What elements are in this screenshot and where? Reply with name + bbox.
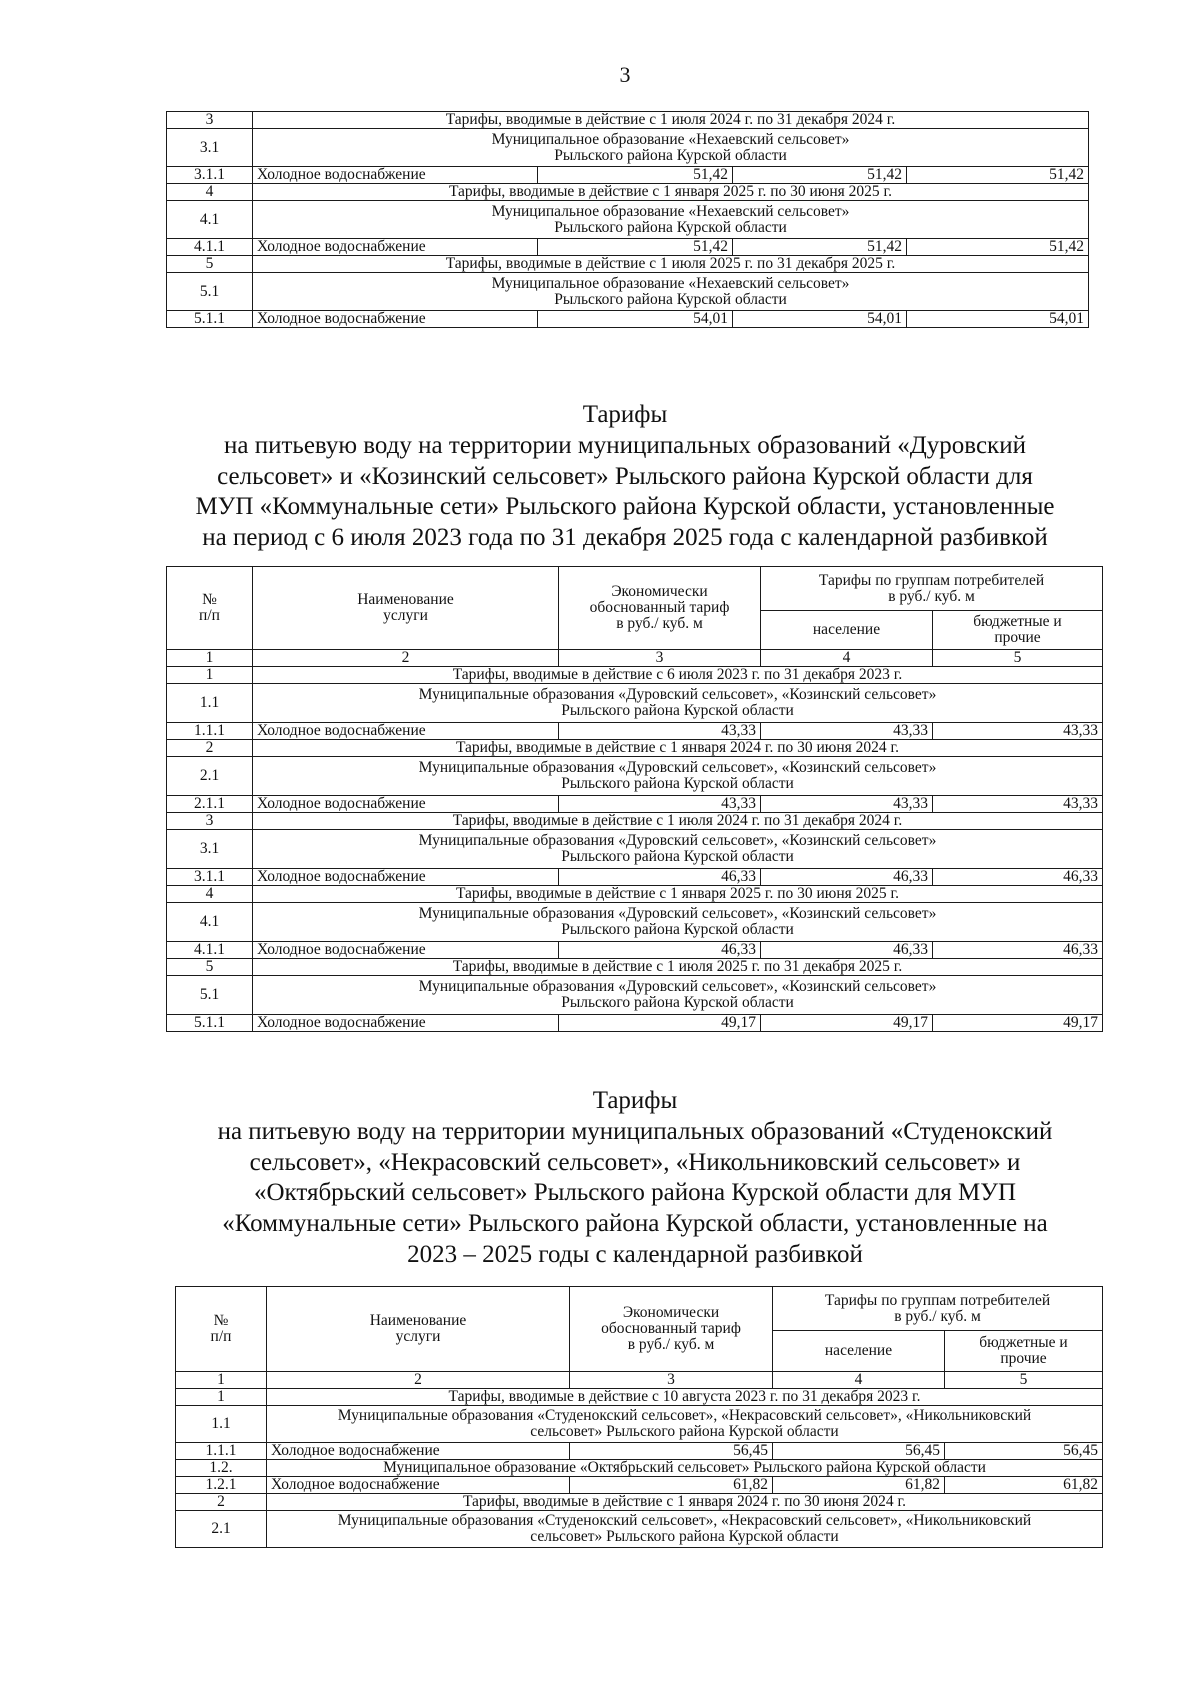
municipality-line: Рыльского района Курской области <box>554 290 787 308</box>
service-name: Холодное водоснабжение <box>267 1477 570 1494</box>
tariff-economic: 51,42 <box>538 239 733 256</box>
service-name: Холодное водоснабжение <box>253 869 559 886</box>
header-consumer-groups-text: Тарифы по группам потребителей в руб./ куб. м <box>824 1291 1051 1325</box>
table-row <box>167 740 1103 757</box>
row-number: 5.1 <box>167 273 253 311</box>
municipality-line: Муниципальные образования «Дуровский сельсовет», «Козинский сельсовет» <box>418 832 937 850</box>
municipality-cell <box>253 976 1103 1015</box>
header-population <box>773 1331 945 1372</box>
tariff-population: 43,33 <box>761 796 933 813</box>
table-row <box>167 311 1089 328</box>
municipality-line: Муниципальное образование «Нехаевский сельсовет» <box>491 202 850 220</box>
header-index: 2 <box>253 650 559 667</box>
row-number: 1.2. <box>176 1460 267 1477</box>
municipality-cell <box>253 903 1103 942</box>
table-row <box>167 942 1103 959</box>
header-consumer-groups <box>773 1287 1103 1331</box>
table-row <box>167 239 1089 256</box>
period-heading: Тарифы, вводимые в действие с 1 июля 2024 г. по 31 декабря 2024 г. <box>253 112 1089 129</box>
header-economic-tariff <box>559 567 761 650</box>
table-row <box>167 667 1103 684</box>
table-row <box>167 201 1089 239</box>
period-heading: Тарифы, вводимые в действие с 6 июля 2023 г. по 31 декабря 2023 г. <box>253 667 1103 684</box>
row-number: 4.1 <box>167 903 253 942</box>
tariff-economic: 43,33 <box>559 723 761 740</box>
tariff-economic: 49,17 <box>559 1015 761 1032</box>
table-row <box>167 757 1103 796</box>
tariff-population: 49,17 <box>761 1015 933 1032</box>
heading-line: МУП «Коммунальные сети» Рыльского района Курской области, установленные <box>195 493 1055 521</box>
header-population-text: население <box>824 1342 893 1360</box>
header-budget-other <box>933 611 1103 650</box>
tariff-budget: 46,33 <box>933 942 1103 959</box>
header-num-text: № п/п <box>210 1312 232 1345</box>
header-budget-other-text: бюджетные и прочие <box>973 613 1062 646</box>
header-service-name-text: Наименование услуги <box>369 1312 467 1345</box>
tariff-budget: 49,17 <box>933 1015 1103 1032</box>
heading-title: Тарифы <box>582 401 668 428</box>
period-heading: Тарифы, вводимые в действие с 1 июля 2025 г. по 31 декабря 2025 г. <box>253 959 1103 976</box>
tariff-budget: 51,42 <box>907 239 1089 256</box>
tariff-table-studenoksky-oktyabrsky <box>175 1286 1103 1548</box>
table-row <box>167 167 1089 184</box>
header-index: 4 <box>773 1372 945 1389</box>
table-row <box>167 813 1103 830</box>
table-row <box>167 830 1103 869</box>
header-num <box>167 567 253 650</box>
table-row <box>176 1460 1103 1477</box>
municipality-line: сельсовет» Рыльского района Курской области <box>530 1528 839 1545</box>
municipality-line: Рыльского района Курской области <box>554 218 787 236</box>
tariff-economic: 54,01 <box>538 311 733 328</box>
row-number: 3.1 <box>167 830 253 869</box>
municipality-line: Муниципальные образования «Дуровский сельсовет», «Козинский сельсовет» <box>418 759 937 777</box>
heading-title: Тарифы <box>592 1087 678 1114</box>
table-row <box>176 1443 1103 1460</box>
tariff-budget: 43,33 <box>933 796 1103 813</box>
tariff-economic: 46,33 <box>559 869 761 886</box>
service-name: Холодное водоснабжение <box>253 239 538 256</box>
period-heading: Тарифы, вводимые в действие с 10 августа 2023 г. по 31 декабря 2023 г. <box>267 1389 1103 1406</box>
service-name: Холодное водоснабжение <box>253 167 538 184</box>
section-heading-durovsky <box>145 400 1105 554</box>
table-row <box>176 1389 1103 1406</box>
row-number: 5.1.1 <box>167 311 253 328</box>
row-number: 1.2.1 <box>176 1477 267 1494</box>
row-number: 1 <box>176 1389 267 1406</box>
tariff-economic: 56,45 <box>570 1443 773 1460</box>
row-number: 4.1.1 <box>167 942 253 959</box>
tariff-population: 61,82 <box>773 1477 945 1494</box>
tariff-population: 46,33 <box>761 942 933 959</box>
municipality-line: Муниципальные образования «Дуровский сельсовет», «Козинский сельсовет» <box>418 686 937 704</box>
header-index: 2 <box>267 1372 570 1389</box>
row-number: 4.1 <box>167 201 253 239</box>
row-number: 4.1.1 <box>167 239 253 256</box>
header-index: 4 <box>761 650 933 667</box>
tariff-population: 51,42 <box>733 239 907 256</box>
page-number: 3 <box>619 62 631 87</box>
header-economic-tariff-text: Экономически обоснованный тариф в руб./ куб. м <box>589 583 730 632</box>
header-index: 5 <box>933 650 1103 667</box>
municipality-cell <box>253 757 1103 796</box>
row-number: 1.1 <box>176 1406 267 1443</box>
table-row <box>167 129 1089 167</box>
service-name: Холодное водоснабжение <box>253 723 559 740</box>
header-index: 1 <box>167 650 253 667</box>
period-heading: Тарифы, вводимые в действие с 1 января 2024 г. по 30 июня 2024 г. <box>267 1494 1103 1511</box>
municipality-line: Рыльского района Курской области <box>561 702 794 719</box>
table-row <box>167 959 1103 976</box>
table-row <box>176 1477 1103 1494</box>
row-number: 1.1.1 <box>176 1443 267 1460</box>
municipality-line: Рыльского района Курской области <box>561 994 794 1011</box>
heading-line: 2023 – 2025 годы с календарной разбивкой <box>407 1240 863 1268</box>
period-heading: Тарифы, вводимые в действие с 1 июля 2024 г. по 31 декабря 2024 г. <box>253 813 1103 830</box>
row-number: 3 <box>167 813 253 830</box>
header-index: 3 <box>570 1372 773 1389</box>
header-budget-other <box>945 1331 1103 1372</box>
header-service-name <box>267 1287 570 1372</box>
row-number: 3.1 <box>167 129 253 167</box>
tariff-budget: 61,82 <box>945 1477 1103 1494</box>
header-service-name-text: Наименование услуги <box>357 591 454 624</box>
municipality-line: Рыльского района Курской области <box>561 921 794 938</box>
row-number: 3.1.1 <box>167 167 253 184</box>
header-num <box>176 1287 267 1372</box>
heading-line: на период с 6 июля 2023 года по 31 декабря 2025 года с календарной разбивкой <box>202 524 1048 551</box>
header-budget-other-text: бюджетные и прочие <box>979 1334 1068 1367</box>
municipality-cell <box>267 1406 1103 1443</box>
municipality-cell <box>253 684 1103 723</box>
tariff-population: 46,33 <box>761 869 933 886</box>
service-name: Холодное водоснабжение <box>253 796 559 813</box>
municipality-cell <box>253 830 1103 869</box>
row-number: 5.1 <box>167 976 253 1015</box>
tariff-budget: 56,45 <box>945 1443 1103 1460</box>
row-number: 1 <box>167 667 253 684</box>
table-row <box>167 684 1103 723</box>
row-number: 2.1 <box>176 1511 267 1548</box>
service-name: Холодное водоснабжение <box>253 1015 559 1032</box>
row-number: 5 <box>167 959 253 976</box>
table-row <box>167 112 1089 129</box>
heading-line: «Октябрьский сельсовет» Рыльского района Курской области для МУП <box>253 1179 1016 1207</box>
tariff-budget: 43,33 <box>933 723 1103 740</box>
period-heading: Тарифы, вводимые в действие с 1 июля 2025 г. по 31 декабря 2025 г. <box>253 256 1089 273</box>
tariff-table-nehaevsky <box>166 111 1089 328</box>
heading-line: «Коммунальные сети» Рыльского района Курской области, установленные на <box>222 1210 1048 1237</box>
row-number: 2 <box>167 740 253 757</box>
municipality-line: Муниципальное образование «Нехаевский сельсовет» <box>491 130 850 148</box>
table-row <box>176 1511 1103 1548</box>
table-row <box>167 723 1103 740</box>
table-row <box>167 796 1103 813</box>
period-heading: Тарифы, вводимые в действие с 1 января 2025 г. по 30 июня 2025 г. <box>253 184 1089 201</box>
period-heading: Муниципальное образование «Октябрьский сельсовет» Рыльского района Курской области <box>267 1460 1103 1477</box>
row-number: 5.1.1 <box>167 1015 253 1032</box>
header-consumer-groups-text: Тарифы по группам потребителей в руб./ куб. м <box>818 571 1045 605</box>
row-number: 3 <box>167 112 253 129</box>
tariff-economic: 43,33 <box>559 796 761 813</box>
heading-line: на питьевую воду на территории муниципальных образований «Дуровский <box>224 431 1026 459</box>
row-number: 2.1.1 <box>167 796 253 813</box>
table-row <box>167 184 1089 201</box>
tariff-population: 54,01 <box>733 311 907 328</box>
table-row <box>167 1015 1103 1032</box>
municipality-line: Муниципальные образования «Студенокский сельсовет», «Некрасовский сельсовет», «Никольниковский <box>337 1407 1032 1425</box>
row-number: 2.1 <box>167 757 253 796</box>
service-name: Холодное водоснабжение <box>267 1443 570 1460</box>
header-population <box>761 611 933 650</box>
table-row <box>176 1406 1103 1443</box>
heading-line: сельсовет», «Некрасовский сельсовет», «Никольниковский сельсовет» и <box>249 1148 1021 1176</box>
table-row <box>176 1494 1103 1511</box>
municipality-cell <box>253 273 1089 311</box>
service-name: Холодное водоснабжение <box>253 942 559 959</box>
tariff-population: 56,45 <box>773 1443 945 1460</box>
tariff-budget: 54,01 <box>907 311 1089 328</box>
municipality-line: Муниципальное образование «Нехаевский сельсовет» <box>491 274 850 292</box>
tariff-economic: 51,42 <box>538 167 733 184</box>
header-num-text: № п/п <box>199 591 220 624</box>
municipality-cell <box>267 1511 1103 1548</box>
municipality-cell <box>253 201 1089 239</box>
header-economic-tariff <box>570 1287 773 1372</box>
row-number: 4 <box>167 184 253 201</box>
municipality-line: Рыльского района Курской области <box>561 775 794 792</box>
tariff-budget: 51,42 <box>907 167 1089 184</box>
table-row <box>167 976 1103 1015</box>
table-row <box>167 273 1089 311</box>
tariff-population: 51,42 <box>733 167 907 184</box>
period-heading: Тарифы, вводимые в действие с 1 января 2025 г. по 30 июня 2025 г. <box>253 886 1103 903</box>
municipality-line: Рыльского района Курской области <box>554 146 787 164</box>
row-number: 4 <box>167 886 253 903</box>
tariff-economic: 46,33 <box>559 942 761 959</box>
municipality-line: Муниципальные образования «Дуровский сельсовет», «Козинский сельсовет» <box>418 905 937 923</box>
row-number: 1.1 <box>167 684 253 723</box>
municipality-line: Муниципальные образования «Дуровский сельсовет», «Козинский сельсовет» <box>418 978 937 996</box>
header-economic-tariff-text: Экономически обоснованный тариф в руб./ куб. м <box>601 1304 741 1353</box>
row-number: 3.1.1 <box>167 869 253 886</box>
heading-line: сельсовет» и «Козинский сельсовет» Рыльского района Курской области для <box>217 462 1033 490</box>
header-service-name <box>253 567 559 650</box>
header-population-text: население <box>812 621 881 639</box>
tariff-budget: 46,33 <box>933 869 1103 886</box>
tariff-population: 43,33 <box>761 723 933 740</box>
table-row <box>167 886 1103 903</box>
section-heading-studenoksky <box>145 1086 1125 1271</box>
municipality-cell <box>253 129 1089 167</box>
tariff-table-durovsky-kozinsky <box>166 566 1103 1032</box>
municipality-line: Муниципальные образования «Студенокский сельсовет», «Некрасовский сельсовет», «Никольниковский <box>337 1512 1032 1530</box>
period-heading: Тарифы, вводимые в действие с 1 января 2024 г. по 30 июня 2024 г. <box>253 740 1103 757</box>
service-name: Холодное водоснабжение <box>253 311 538 328</box>
table-row <box>167 903 1103 942</box>
row-number: 1.1.1 <box>167 723 253 740</box>
municipality-line: Рыльского района Курской области <box>561 848 794 865</box>
heading-line: на питьевую воду на территории муниципальных образований «Студенокский <box>217 1117 1053 1145</box>
municipality-line: сельсовет» Рыльского района Курской области <box>530 1423 839 1440</box>
tariff-economic: 61,82 <box>570 1477 773 1494</box>
header-consumer-groups <box>761 567 1103 611</box>
table-row <box>167 869 1103 886</box>
header-index: 5 <box>945 1372 1103 1389</box>
row-number: 5 <box>167 256 253 273</box>
table-row <box>167 256 1089 273</box>
row-number: 2 <box>176 1494 267 1511</box>
header-index: 3 <box>559 650 761 667</box>
header-index: 1 <box>176 1372 267 1389</box>
